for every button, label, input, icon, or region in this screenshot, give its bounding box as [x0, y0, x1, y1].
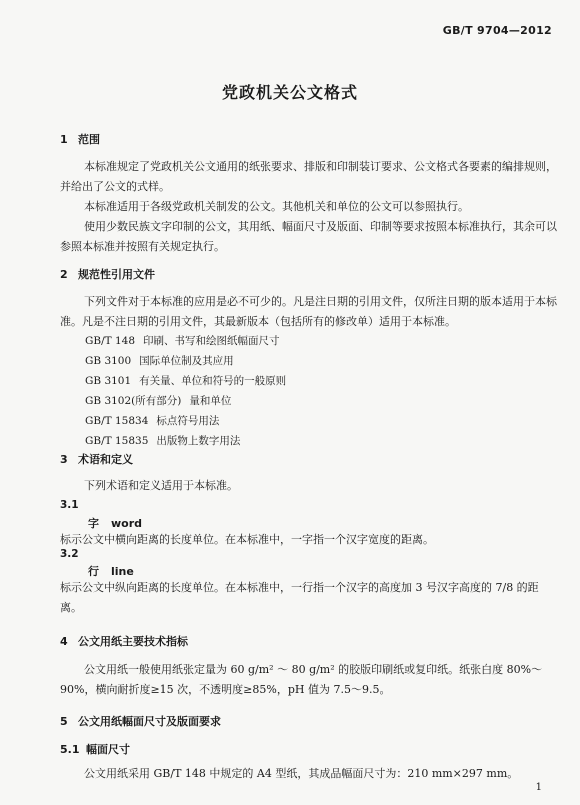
term-definition: 标示公文中横向距离的长度单位。在本标准中，一字指一个汉字宽度的距离。: [60, 533, 434, 546]
paragraph: 公文用纸一般使用纸张定量为 60 g/m² ～ 80 g/m² 的胶版印刷纸或复印纸。纸张白度 80%～90%，横向耐折度≥15 次，不透明度≥85%，pH 值为 7.5～9.5。: [60, 663, 543, 696]
section-heading-3: 3 术语和定义: [60, 453, 133, 466]
paragraph: 使用少数民族文字印制的公文，其用纸、幅面尺寸及版面、印制等要求按照本标准执行，其余可以参照本标准并按照有关规定执行。: [60, 220, 557, 253]
reference-item: GB/T 148 印刷、书写和绘图纸幅面尺寸: [85, 335, 280, 347]
reference-item: GB 3100 国际单位制及其应用: [85, 355, 234, 367]
reference-item: GB 3102(所有部分) 量和单位: [85, 395, 232, 407]
term-entry: 行 line: [88, 565, 134, 578]
reference-item: GB/T 15835 出版物上数字用法: [85, 435, 241, 447]
paragraph: 公文用纸采用 GB/T 148 中规定的 A4 型纸，其成品幅面尺寸为：210 mm×297 mm。: [84, 767, 519, 780]
section-heading-1: 1 范围: [60, 133, 100, 146]
paragraph: 下列文件对于本标准的应用是必不可少的。凡是注日期的引用文件，仅所注日期的版本适用于本标准。凡是不注日期的引用文件，其最新版本（包括所有的修改单）适用于本标准。: [60, 295, 557, 328]
reference-item: GB 3101 有关量、单位和符号的一般原则: [85, 375, 287, 387]
section-heading-4: 4 公文用纸主要技术指标: [60, 635, 188, 648]
reference-list: [85, 331, 286, 451]
page-number: 1: [535, 782, 542, 793]
paragraph: 本标准适用于各级党政机关制发的公文。其他机关和单位的公文可以参照执行。: [84, 200, 469, 213]
paragraph: 本标准规定了党政机关公文通用的纸张要求、排版和印制装订要求、公文格式各要素的编排规则，并给出了公文的式样。: [60, 160, 557, 193]
subsection-heading: 5.1 幅面尺寸: [60, 743, 130, 756]
page-title: 党政机关公文格式: [221, 83, 358, 102]
section-heading-5: 5 公文用纸幅面尺寸及版面要求: [60, 715, 221, 728]
term-entry: 字 word: [88, 517, 143, 530]
paragraph: 下列术语和定义适用于本标准。: [84, 479, 238, 492]
term-definition: 标示公文中纵向距离的长度单位。在本标准中，一行指一个汉字的高度加 3 号汉字高度的 7/8 的距离。: [60, 581, 539, 614]
term-number: 3.1: [60, 499, 79, 511]
term-number: 3.2: [60, 548, 79, 560]
section-heading-2: 2 规范性引用文件: [60, 268, 155, 281]
standard-code: GB/T 9704—2012: [442, 24, 552, 37]
reference-item: GB/T 15834 标点符号用法: [85, 415, 220, 427]
